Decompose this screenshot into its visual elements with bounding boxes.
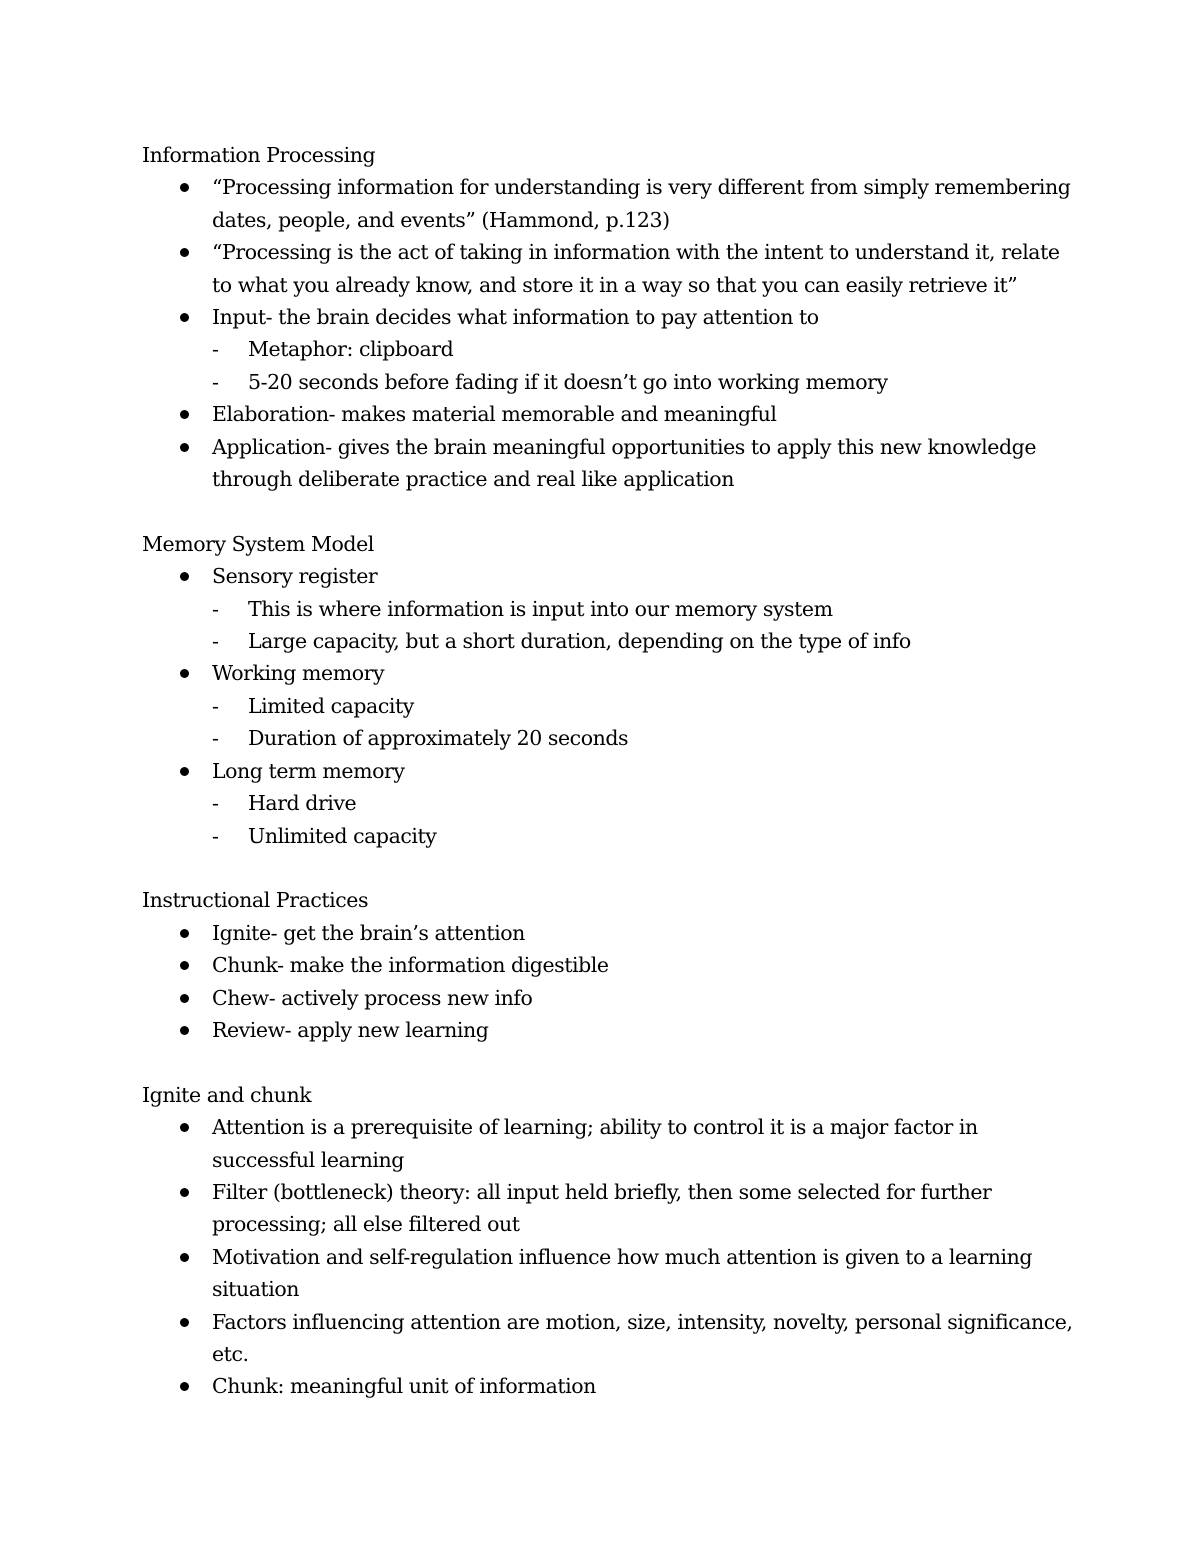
sub-item-text: Large capacity, but a short duration, depending on the type of info: [248, 629, 911, 654]
bullet-text: Elaboration- makes material memorable and meaningful: [212, 402, 777, 427]
bullet-dot-icon: [180, 961, 189, 970]
bullet-text: “Processing information for understanding is very different from simply remembering dates, people, and events” (Hammond, p.123): [212, 175, 1071, 232]
section-heading: Ignite and chunk: [142, 1082, 312, 1107]
sub-list: [212, 593, 1082, 658]
sub-item: [212, 593, 1082, 625]
dash-icon: -: [212, 596, 219, 621]
sub-item-text: Unlimited capacity: [248, 823, 437, 848]
bullet-text: Sensory register: [212, 564, 378, 589]
bullet-dot-icon: [180, 929, 189, 938]
sub-item: [212, 722, 1082, 754]
bullet-item: [142, 1370, 1082, 1402]
dash-icon: -: [212, 629, 219, 654]
section: [142, 884, 1082, 1046]
bullet-dot-icon: [180, 1188, 189, 1197]
sub-item-text: Limited capacity: [248, 693, 414, 718]
bullet-dot-icon: [180, 669, 189, 678]
bullet-text: Long term memory: [212, 758, 405, 783]
bullet-list: [142, 171, 1082, 495]
sub-item-text: Hard drive: [248, 791, 357, 816]
document-body: [142, 139, 1082, 1435]
sub-item-text: 5-20 seconds before fading if it doesn’t go into working memory: [248, 369, 888, 394]
sub-item: [212, 366, 1082, 398]
dash-icon: -: [212, 337, 219, 362]
sub-item: [212, 625, 1082, 657]
bullet-item: [142, 982, 1082, 1014]
bullet-list: [142, 560, 1082, 852]
bullet-dot-icon: [180, 183, 189, 192]
bullet-text: “Processing is the act of taking in information with the intent to understand it, relate to what you already know, and store it in a way so that you can easily retrieve it”: [212, 240, 1060, 297]
section-heading: Information Processing: [142, 143, 376, 167]
bullet-dot-icon: [180, 313, 189, 322]
bullet-list: [142, 1111, 1082, 1403]
bullet-item: [142, 755, 1082, 852]
bullet-text: Application- gives the brain meaningful opportunities to apply this new knowledge through deliberate practice and real like application: [212, 434, 1036, 492]
bullet-text: Working memory: [212, 661, 385, 686]
section-heading: Memory System Model: [142, 531, 374, 556]
bullet-item: [142, 1241, 1082, 1306]
bullet-item: [142, 1306, 1082, 1371]
bullet-item: [142, 949, 1082, 981]
bullet-dot-icon: [180, 1318, 189, 1327]
section: [142, 139, 1082, 495]
bullet-text: Chunk- make the information digestible: [212, 953, 609, 978]
bullet-text: Chunk: meaningful unit of information: [212, 1374, 596, 1399]
bullet-item: [142, 1111, 1082, 1176]
bullet-text: Input- the brain decides what information to pay attention to: [212, 305, 819, 330]
bullet-item: [142, 657, 1082, 754]
sub-item: [212, 820, 1082, 852]
bullet-text: Review- apply new learning: [212, 1017, 489, 1042]
bullet-text: Ignite- get the brain’s attention: [212, 920, 525, 945]
bullet-dot-icon: [180, 248, 189, 257]
sub-list: [212, 333, 1082, 398]
dash-icon: -: [212, 693, 219, 718]
bullet-dot-icon: [180, 572, 189, 581]
sub-item: [212, 787, 1082, 819]
sub-list: [212, 787, 1082, 852]
section: [142, 528, 1082, 852]
bullet-text: Factors influencing attention are motion, size, intensity, novelty, personal significance, etc.: [212, 1309, 1073, 1366]
bullet-dot-icon: [180, 994, 189, 1003]
bullet-list: [142, 917, 1082, 1047]
bullet-text: Filter (bottleneck) theory: all input held briefly, then some selected for further processing; all else filtered out: [212, 1179, 992, 1237]
section-heading: Instructional Practices: [142, 888, 369, 913]
bullet-item: [142, 560, 1082, 657]
sub-item: [212, 690, 1082, 722]
bullet-dot-icon: [180, 1253, 189, 1262]
bullet-dot-icon: [180, 410, 189, 419]
dash-icon: -: [212, 726, 219, 751]
dash-icon: -: [212, 369, 219, 394]
sub-item-text: Duration of approximately 20 seconds: [248, 726, 629, 751]
bullet-text: Chew- actively process new info: [212, 985, 533, 1010]
bullet-item: [142, 1176, 1082, 1241]
bullet-text: Motivation and self-regulation influence how much attention is given to a learning situation: [212, 1244, 1033, 1302]
bullet-item: [142, 236, 1082, 301]
sub-list: [212, 690, 1082, 755]
section: [142, 1079, 1082, 1403]
sub-item-text: This is where information is input into our memory system: [248, 596, 833, 621]
bullet-dot-icon: [180, 443, 189, 452]
bullet-item: [142, 398, 1082, 430]
bullet-item: [142, 301, 1082, 398]
dash-icon: -: [212, 791, 219, 816]
bullet-dot-icon: [180, 1123, 189, 1132]
sub-item: [212, 333, 1082, 365]
bullet-item: [142, 171, 1082, 236]
bullet-dot-icon: [180, 767, 189, 776]
bullet-text: Attention is a prerequisite of learning; ability to control it is a major factor in successful learning: [212, 1115, 978, 1172]
bullet-item: [142, 431, 1082, 496]
dash-icon: -: [212, 823, 219, 848]
sub-item-text: Metaphor: clipboard: [248, 337, 454, 362]
bullet-item: [142, 1014, 1082, 1046]
bullet-dot-icon: [180, 1026, 189, 1035]
bullet-dot-icon: [180, 1382, 189, 1391]
bullet-item: [142, 917, 1082, 949]
